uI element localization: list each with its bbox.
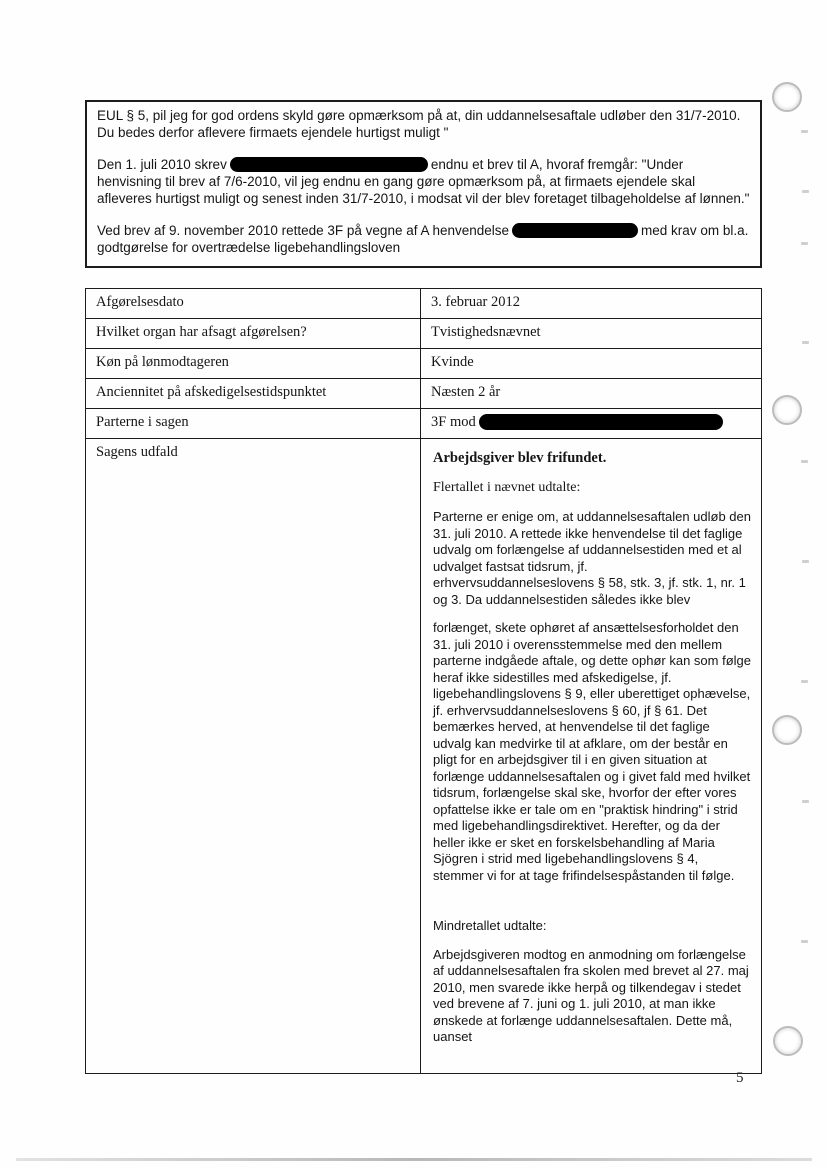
verdict-heading: Arbejdsgiver blev frifundet.: [433, 450, 607, 466]
binder-hole: [772, 395, 802, 425]
table-row-value: [421, 409, 761, 439]
majority-paragraph-1: Parterne er enige om, at uddannelsesaftalen udløb den 31. juli 2010. A rettede ikke henvendelse til det faglige udvalg om forlængelse af uddannelsestiden med et al udvalget fastsat tidsrum, jf. erhvervsuddannelseslovens § 58, stk. 3, jf. stk. 1, nr. 1 og 3. Da uddannelsestiden således ikke blev: [433, 509, 751, 607]
redaction-block: [512, 223, 638, 238]
table-row-label: Afgørelsesdato: [86, 289, 421, 319]
minority-label: Mindretallet udtalte:: [433, 918, 547, 933]
intro-paragraph-2-before: Den 1. juli 2010 skrev: [97, 157, 227, 172]
intro-paragraph-3-before: Ved brev af 9. november 2010 rettede 3F på vegne af A henvendelse: [97, 223, 510, 238]
table-row-value: Kvinde: [421, 349, 761, 379]
intro-paragraph-2: [97, 156, 750, 207]
table-row-value: [421, 439, 761, 1073]
redaction-block: [479, 414, 723, 430]
scan-edge-line: [16, 1158, 812, 1161]
binder-hole: [772, 715, 802, 745]
majority-label: Flertallet i nævnet udtalte:: [433, 479, 581, 495]
binder-hole: [772, 82, 802, 112]
table-row-value: 3. februar 2012: [421, 289, 761, 319]
scan-mark: [802, 800, 809, 803]
case-summary-table: [85, 288, 762, 1074]
intro-paragraph-2-after: endnu et brev til A, hvoraf fremgår: "Under henvisning til brev af 7/6-2010, vil jeg endnu en gang gøre opmærksom på, at firmaets ejendele skal afleveres hurtigst muligt og senest inden 31/7-2010, i modsat vil der blev foretaget tilbageholdelse af lønnen.": [97, 157, 750, 206]
redaction-block: [230, 157, 428, 172]
minority-paragraph: Arbejdsgiveren modtog en anmodning om forlængelse af uddannelsesaftalen fra skolen med brevet al 27. maj 2010, men svarede ikke herpå og tilkendegav i stedet ved brevene af 7. juni og 1. juli 2010, at man ikke ønskede at forlænge uddannelsesaftalen. Dette må, uanset: [433, 946, 749, 1044]
parties-text: 3F mod: [431, 414, 476, 430]
scan-mark: [801, 940, 808, 943]
table-row-label: Hvilket organ har afsagt afgørelsen?: [86, 319, 421, 349]
scan-mark: [802, 341, 809, 344]
scan-mark: [802, 190, 809, 193]
scan-mark: [801, 680, 808, 683]
table-row-value: Tvistighedsnævnet: [421, 319, 761, 349]
scan-mark: [802, 560, 809, 563]
table-row-label: Parterne i sagen: [86, 409, 421, 439]
table-row-label: Køn på lønmodtageren: [86, 349, 421, 379]
intro-paragraph-1: EUL § 5, pil jeg for god ordens skyld gøre opmærksom på at, din uddannelsesaftale udløber den 31/7-2010. Du bedes derfor aflevere firmaets ejendele hurtigst muligt ": [97, 108, 741, 140]
majority-paragraph-2: forlænget, skete ophøret af ansættelsesforholdet den 31. juli 2010 i overensstemmelse med den mellem parterne indgåede aftale, og dette ophør kan som følge heraf ikke sidestilles med afskedigelse, jf. ligebehandlingslovens § 9, eller uberettiget ophævelse, jf. erhvervsuddannelseslovens § 60, jf § 61. Det bemærkes herved, at henvendelse til det faglige udvalg kan medvirke til at afklare, om der består en pligt for en arbejdsgiver til i en given situation at forlænge uddannelsesaftalen og i givet fald med hvilket tidsrum, forlængelse skal ske, hvorfor der efter vores opfattelse ikke er tale om en "praktisk hindring" i strid med ligebehandlingsdirektivet. Herefter, og da der heller ikke er sket en forskelsbehandling af Maria Sjögren i strid med ligebehandlingslovens § 4, stemmer vi for at tage frifindelsespåstanden til følge.: [433, 620, 751, 883]
table-row-value: Næsten 2 år: [421, 379, 761, 409]
table-row-label: Sagens udfald: [86, 439, 421, 1073]
table-row-label: Anciennitet på afskedigelsestidspunktet: [86, 379, 421, 409]
intro-paragraph-3-after: med krav om bl.a. godtgørelse for overtrædelse ligebehandlingsloven: [97, 223, 749, 255]
binder-hole: [773, 1026, 803, 1056]
scan-mark: [801, 460, 808, 463]
intro-paragraph-3: [97, 222, 750, 256]
intro-text-box: [85, 100, 762, 268]
page-number: 5: [736, 1070, 744, 1086]
scan-mark: [801, 242, 808, 245]
verdict-text: [431, 444, 753, 1066]
scan-mark: [801, 130, 808, 133]
